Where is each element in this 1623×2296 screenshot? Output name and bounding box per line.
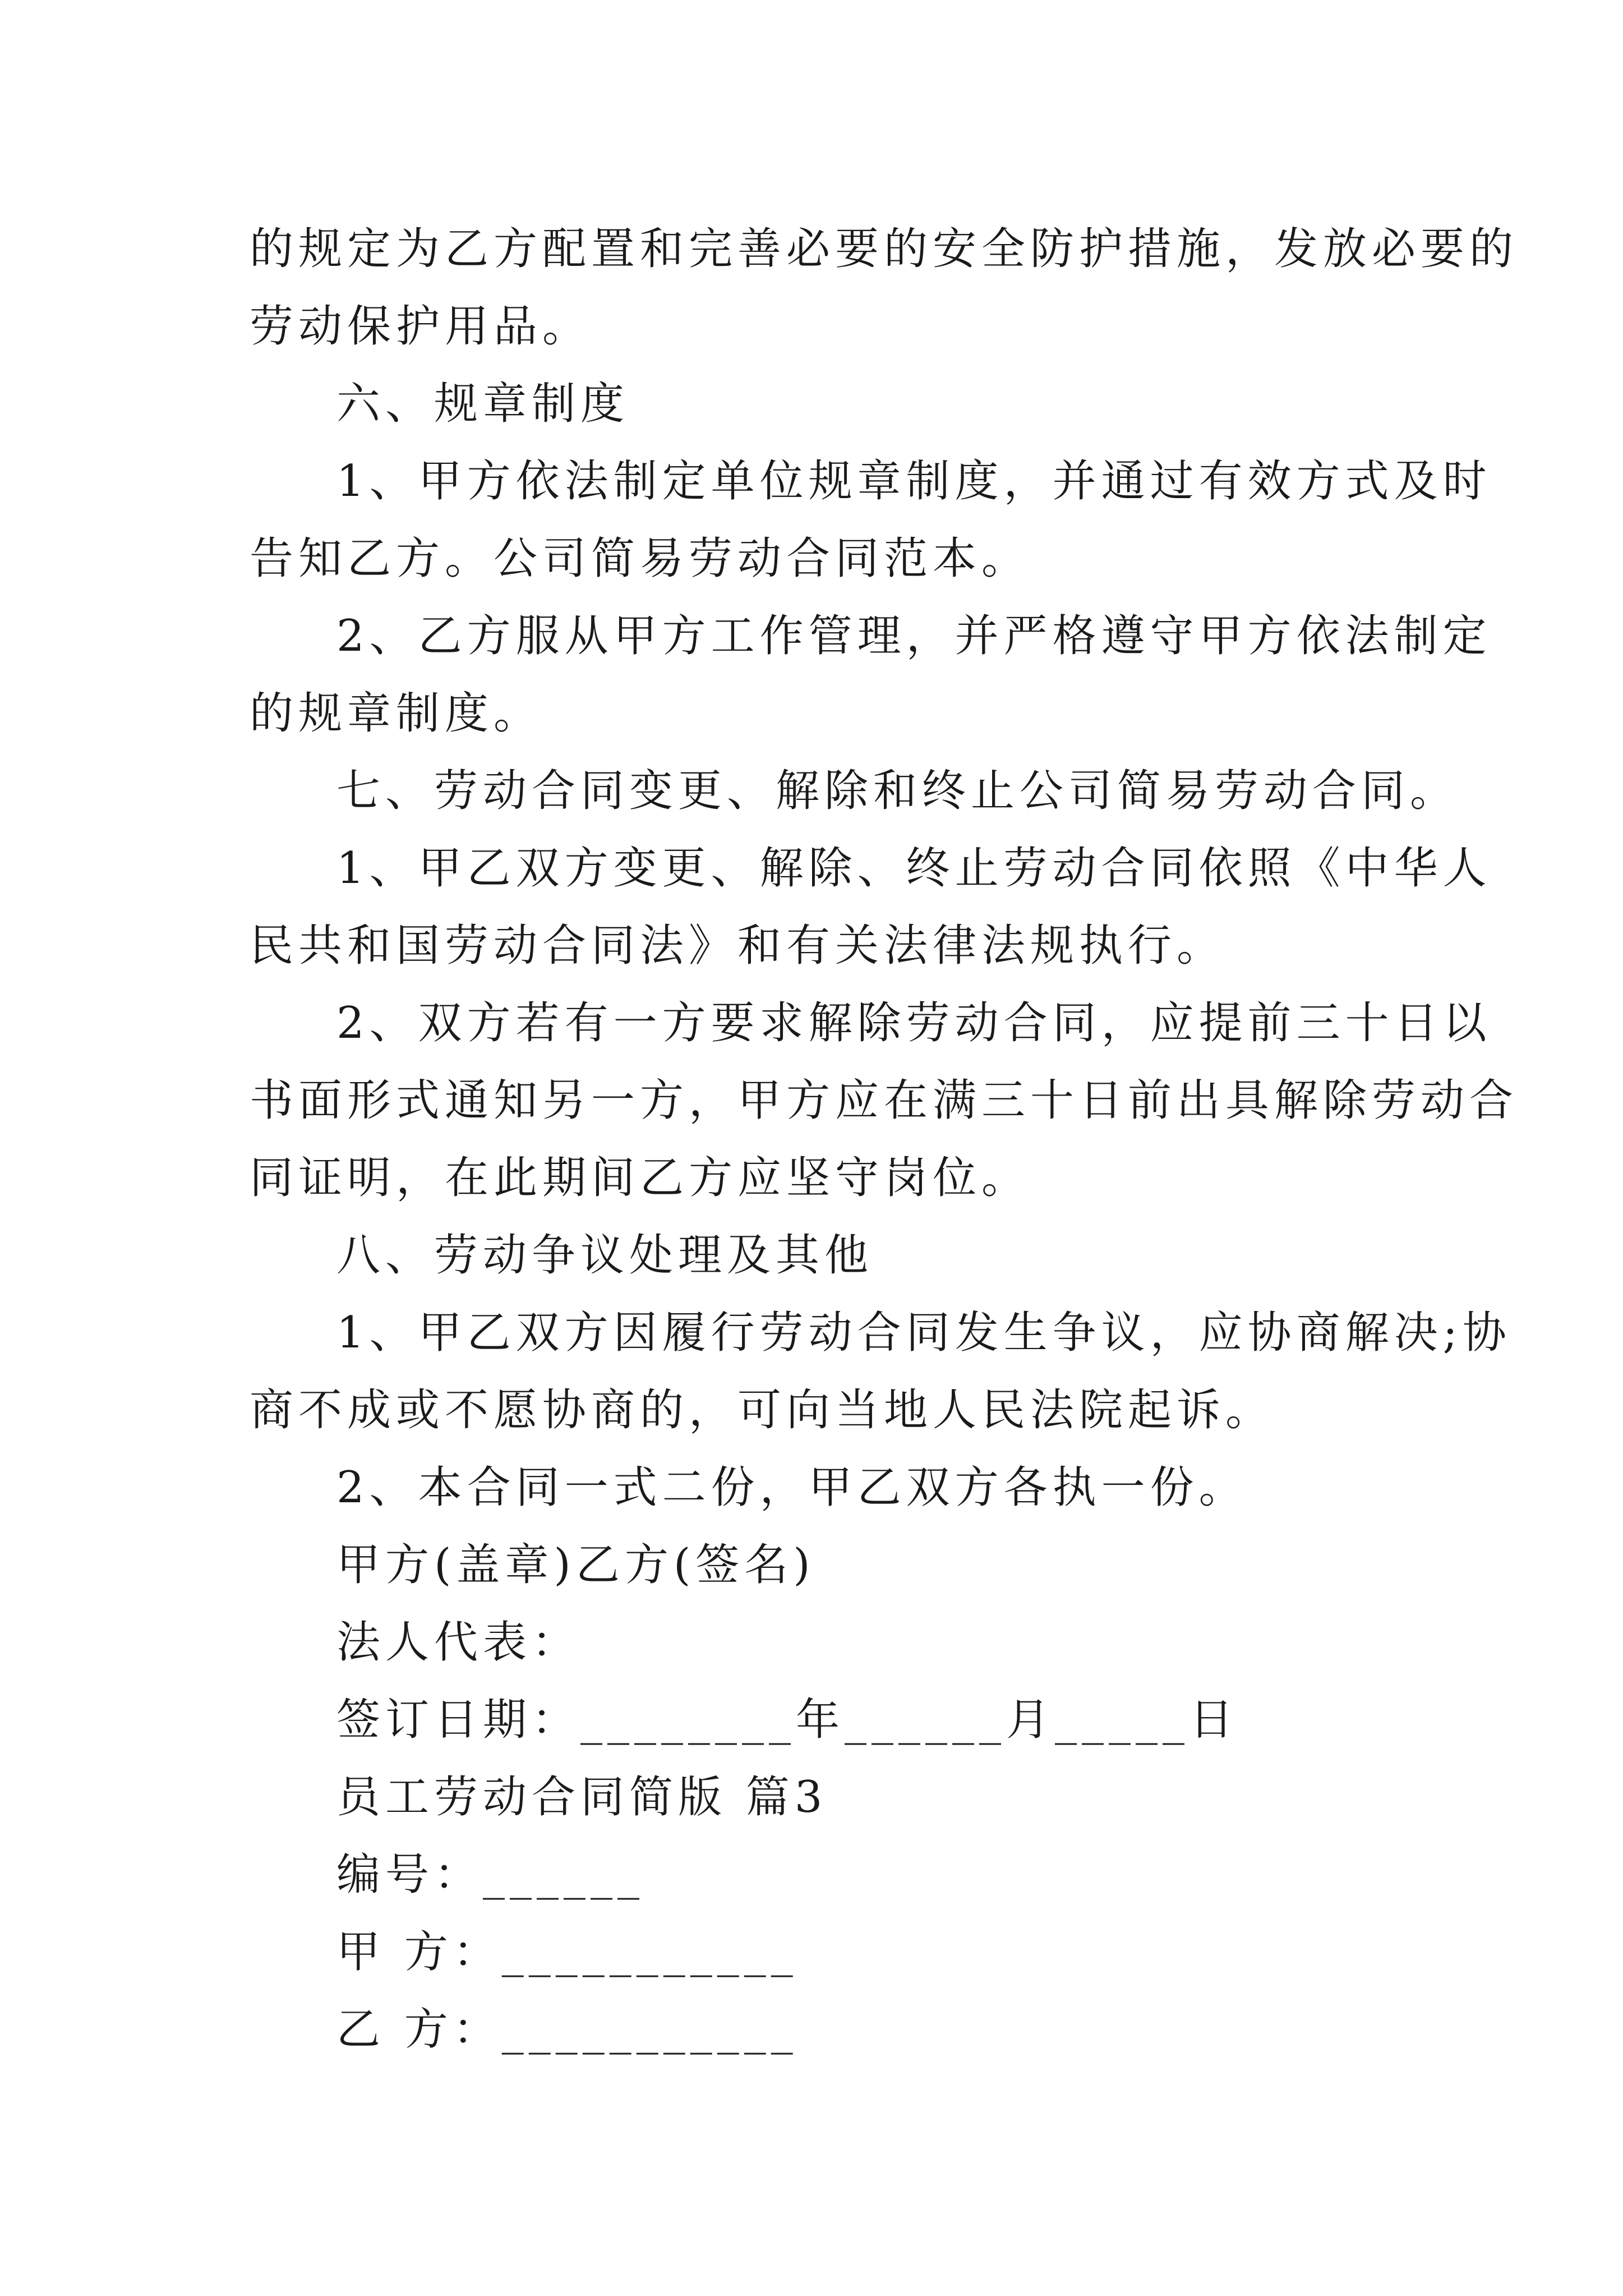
paragraph-line: 2、本合同一式二份，甲乙双方各执一份。: [336, 1462, 1248, 1513]
signature-parties: 甲方(盖章)乙方(签名): [336, 1540, 815, 1590]
paragraph-line: 商不成或不愿协商的，可向当地人民法院起诉。: [250, 1385, 1275, 1435]
paragraph-line: 2、乙方服从甲方工作管理，并严格遵守甲方依法制定: [336, 611, 1492, 661]
section-heading: 六、规章制度: [336, 379, 630, 429]
paragraph-line: 的规定为乙方配置和完善必要的安全防护措施，发放必要的: [250, 224, 1519, 274]
paragraph-line: 1、甲方依法制定单位规章制度，并通过有效方式及时: [336, 456, 1492, 507]
paragraph-line: 的规章制度。: [250, 688, 543, 739]
paragraph-line: 告知乙方。公司简易劳动合同范本。: [250, 533, 1031, 584]
paragraph-line: 2、双方若有一方要求解除劳动合同，应提前三十日以: [336, 998, 1492, 1048]
document-page: [250, 210, 1519, 2068]
paragraph-line: 书面形式通知另一方，甲方应在满三十日前出具解除劳动合: [250, 1075, 1519, 1126]
paragraph-line: 1、甲乙双方变更、解除、终止劳动合同依照《中华人: [336, 843, 1492, 894]
section-heading: 八、劳动争议处理及其他: [336, 1230, 874, 1281]
paragraph-line: 同证明，在此期间乙方应坚守岗位。: [250, 1153, 1031, 1203]
paragraph-line: 1、甲乙双方因履行劳动合同发生争议，应协商解决;协: [336, 1308, 1511, 1358]
paragraph-line: 劳动保护用品。: [250, 301, 592, 352]
party-b-field: 乙 方：___________: [336, 2004, 798, 2055]
legal-representative: 法人代表：: [336, 1617, 581, 1668]
signing-date: 签订日期：________年______月_____日: [336, 1695, 1239, 1745]
section-heading: 七、劳动合同变更、解除和终止公司简易劳动合同。: [336, 766, 1459, 816]
contract-title: 员工劳动合同简版 篇3: [336, 1772, 828, 1823]
party-a-field: 甲 方：___________: [336, 1927, 798, 1977]
paragraph-line: 民共和国劳动合同法》和有关法律法规执行。: [250, 921, 1226, 971]
contract-number-field: 编号：______: [336, 1849, 645, 1900]
